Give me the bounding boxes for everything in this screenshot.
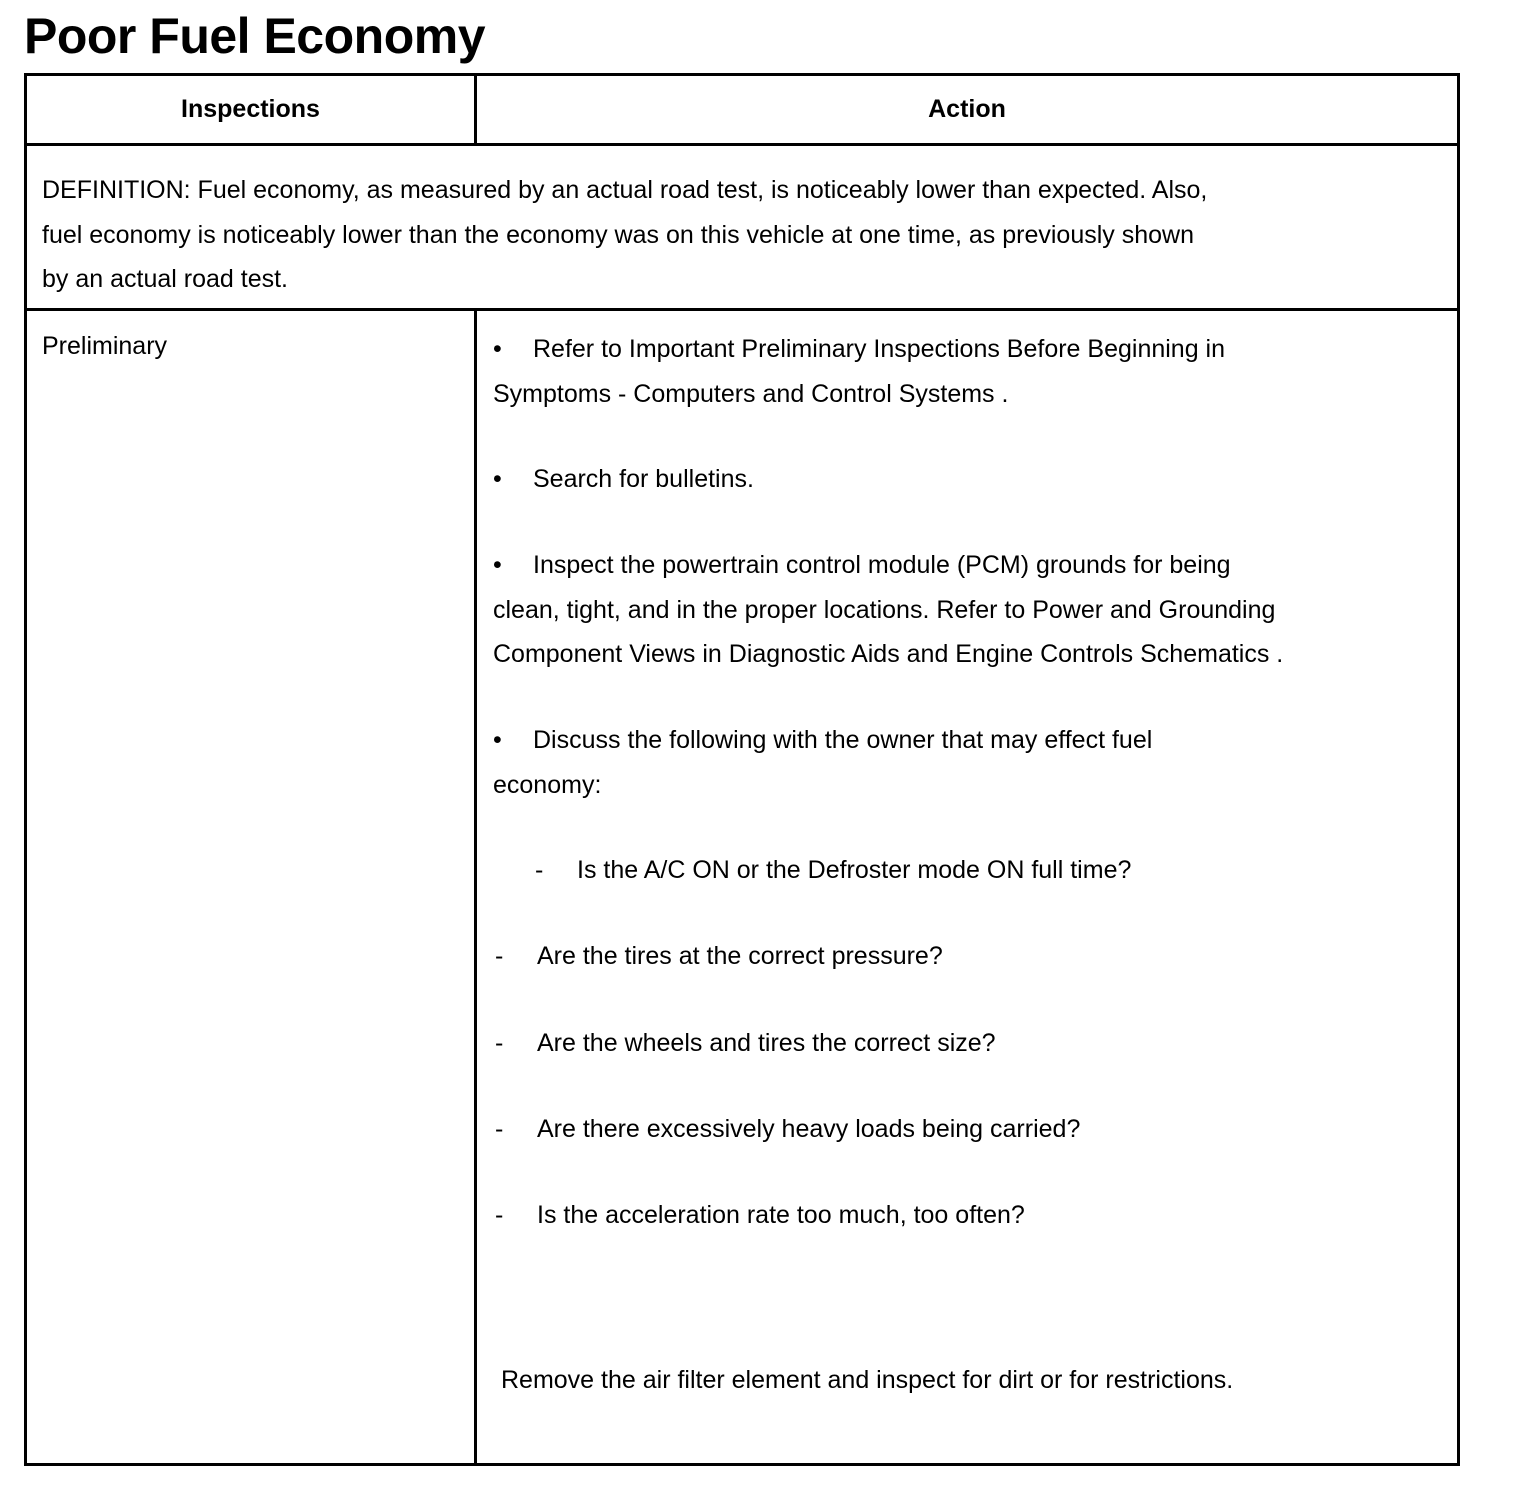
action-item-preliminary-inspections: • Refer to Important Preliminary Inspections Before Beginning in Symptoms - Computers and Control Systems . (493, 327, 1393, 416)
dash-marker: - (495, 1201, 504, 1229)
sub-item-ac-defroster: - Is the A/C ON or the Defroster mode ON full time? (535, 848, 1435, 893)
table-header-row (27, 76, 1457, 146)
inspection-table (24, 73, 1460, 1466)
action-item-discuss-owner: • Discuss the following with the owner that may effect fuel economy: (493, 718, 1393, 807)
action-item-search-bulletins: • Search for bulletins. (493, 457, 1393, 502)
header-inspections: Inspections (27, 76, 477, 143)
definition-line: DEFINITION: Fuel economy, as measured by an actual road test, is noticeably lower than expected. Also, (42, 176, 1208, 204)
definition-line: fuel economy is noticeably lower than the economy was on this vehicle at one time, as previously shown (42, 220, 1194, 249)
bullet-marker: • (493, 465, 502, 493)
action-item-air-filter: Remove the air filter element and inspect for dirt or for restrictions. (501, 1366, 1234, 1394)
sub-item-acceleration: - Is the acceleration rate too much, too often? (495, 1193, 1395, 1238)
definition-line: by an actual road test. (42, 265, 288, 293)
inspection-cell (27, 311, 477, 1463)
dash-marker: - (495, 1115, 504, 1143)
header-action: Action (928, 95, 1006, 123)
sub-item-wheel-size: - Are the wheels and tires the correct size? (495, 1021, 1395, 1066)
dash-marker: - (495, 942, 504, 970)
definition-row (27, 146, 1457, 311)
bullet-marker: • (493, 726, 502, 754)
action-cell (477, 311, 1457, 1463)
bullet-marker: • (493, 551, 502, 579)
table-row (27, 311, 1457, 1463)
inspection-label: Preliminary (42, 332, 168, 360)
dash-marker: - (535, 856, 544, 884)
sub-item-heavy-loads: - Are there excessively heavy loads being carried? (495, 1107, 1395, 1152)
page-title: Poor Fuel Economy (24, 8, 486, 64)
dash-marker: - (495, 1029, 504, 1057)
sub-item-tire-pressure: - Are the tires at the correct pressure? (495, 934, 1395, 979)
action-item-pcm-grounds: • Inspect the powertrain control module (PCM) grounds for being clean, tight, and in the proper locations. Refer to Power and Grounding Component Views in Diagnostic Aids and Engine Controls Schematics . (493, 543, 1393, 677)
bullet-marker: • (493, 335, 502, 363)
